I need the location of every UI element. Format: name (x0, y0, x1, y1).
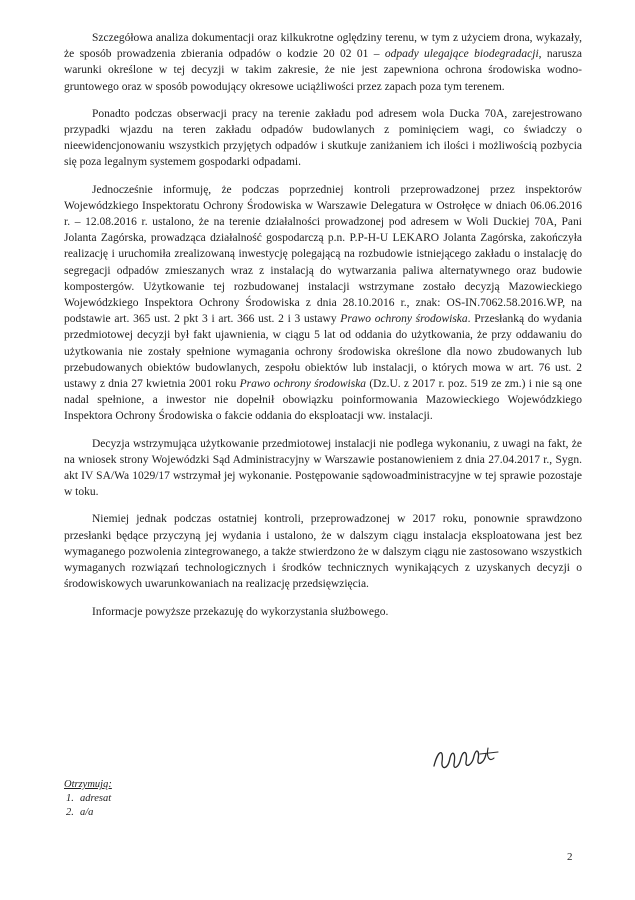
paragraph-1: Szczegółowa analiza dokumentacji oraz kilkukrotne oględziny terenu, w tym z użyciem drona, wykazały, że sposób prowadzenia zbierania odpadów o kodzie 20 02 01 – odpady ulegające biodegradacji, narusza warunki określone w tej decyzji w takim zakresie, że nie jest zapewniona ochrona środowiska wodno-gruntowego oraz w sposób powodujący okresowe uciążliwości przez zapach poza tym terenem. (64, 32, 583, 93)
paragraph-4: Decyzja wstrzymująca użytkowanie przedmiotowej instalacji nie podlega wykonaniu, z uwagi na fakt, że na wniosek strony Wojewódzki Sąd Administracyjny w Warszawie postanowieniem z dnia 27.04.2017 r., Sygn. akt IV SA/Wa 1029/17 wstrzymał jej wykonanie. Postępowanie sądowoadministracyjne w tej sprawie pozostaje w toku. (64, 437, 582, 499)
recipients-header: Otrzymują: (64, 779, 112, 790)
handwritten-signature (428, 740, 504, 776)
paragraph-2: Ponadto podczas obserwacji pracy na terenie zakładu pod adresem wola Ducka 70A, zarejestrowano przypadki wjazdu na teren zakładu odpadów budowlanych z pominięciem wagi, co świadczy o nieewidencjonowaniu wszystkich przyjętych odpadów i skutkuje zaniżaniem ich ilości i możliwością pozbycia się poza legalnym systemem gospodarki odpadami. (64, 107, 582, 169)
recipient-item: 1. adresat (66, 793, 112, 804)
recipients-list (64, 778, 112, 820)
paragraph-3: Jednocześnie informuję, że podczas poprzedniej kontroli przeprowadzonej przez inspektorów Wojewódzkiego Inspektoratu Ochrony Środowiska w Warszawie Delegatura w Ostrołęce w dniach 06.06.2016 r. – 12.08.2016 r. ustalono, że na terenie działalności prowadzonej pod adresem w Woli Duckiej 70A, Pani Jolanta Zagórska, prowadząca działalność gospodarczą p.n. P.P-H-U LEKARO Jolanta Zagórska, zakończyła realizację i uruchomiła zrealizowaną inwestycję polegającą na rozbudowie istniejącego zakładu o instalację do segregacji odpadów zmieszanych wraz z instalacją do wytwarzania paliwa alternatywnego oraz budowie kompostergów. Użytkowanie tej rozbudowanej instalacji wstrzymane zostało decyzją Mazowieckiego Wojewódzkiego Inspektora Ochrony Środowiska z dnia 28.10.2016 r., znak: OS-IN.7062.58.2016.WP, na podstawie art. 365 ust. 2 pkt 3 i art. 366 ust. 2 i 3 ustawy Prawo ochrony środowiska. Przesłanką do wydania przedmiotowej decyzji był fakt ujawnienia, w ciągu 5 lat od oddania do użytkowania, że przy oddawaniu do użytkowania nie zostały spełnione wymagania ochrony środowiska określone dla nowo zbudowanych lub przebudowanych obiektów budowlanych, zespołu obiektów lub instalacji, o których mowa w art. 76 ust. 2 ustawy z dnia 27 kwietnia 2001 roku Prawo ochrony środowiska (Dz.U. z 2017 r. poz. 519 ze zm.) i nie są one nadal spełnione, a inwestor nie dopełnił obowiązku poinformowania Mazowieckiego Wojewódzkiego Inspektora Ochrony Środowiska o fakcie oddania do eksploatacji ww. instalacji. (64, 183, 582, 423)
recipient-item: 2. a/a (66, 807, 94, 818)
paragraph-5: Niemiej jednak podczas ostatniej kontroli, przeprowadzonej w 2017 roku, ponownie sprawdzono przesłanki będące przyczyną jej wydania i ustalono, że w dalszym ciągu instalacja eksploatowana jest bez wymaganego pozwolenia zintegrowanego, a także stwierdzono że w dalszym ciągu nie zastosowano wszystkich wymaganych rozwiązań technologicznych i środków technicznych wynikających z uzyskanych decyzji o środowiskowych uwarunkowaniach na realizację przedsięwzięcia. (64, 513, 582, 591)
page-number: 2 (567, 851, 573, 863)
letter-body (64, 30, 582, 631)
paragraph-6: Informacje powyższe przekazuję do wykorzystania służbowego. (92, 605, 389, 618)
recipients-items (64, 792, 112, 820)
